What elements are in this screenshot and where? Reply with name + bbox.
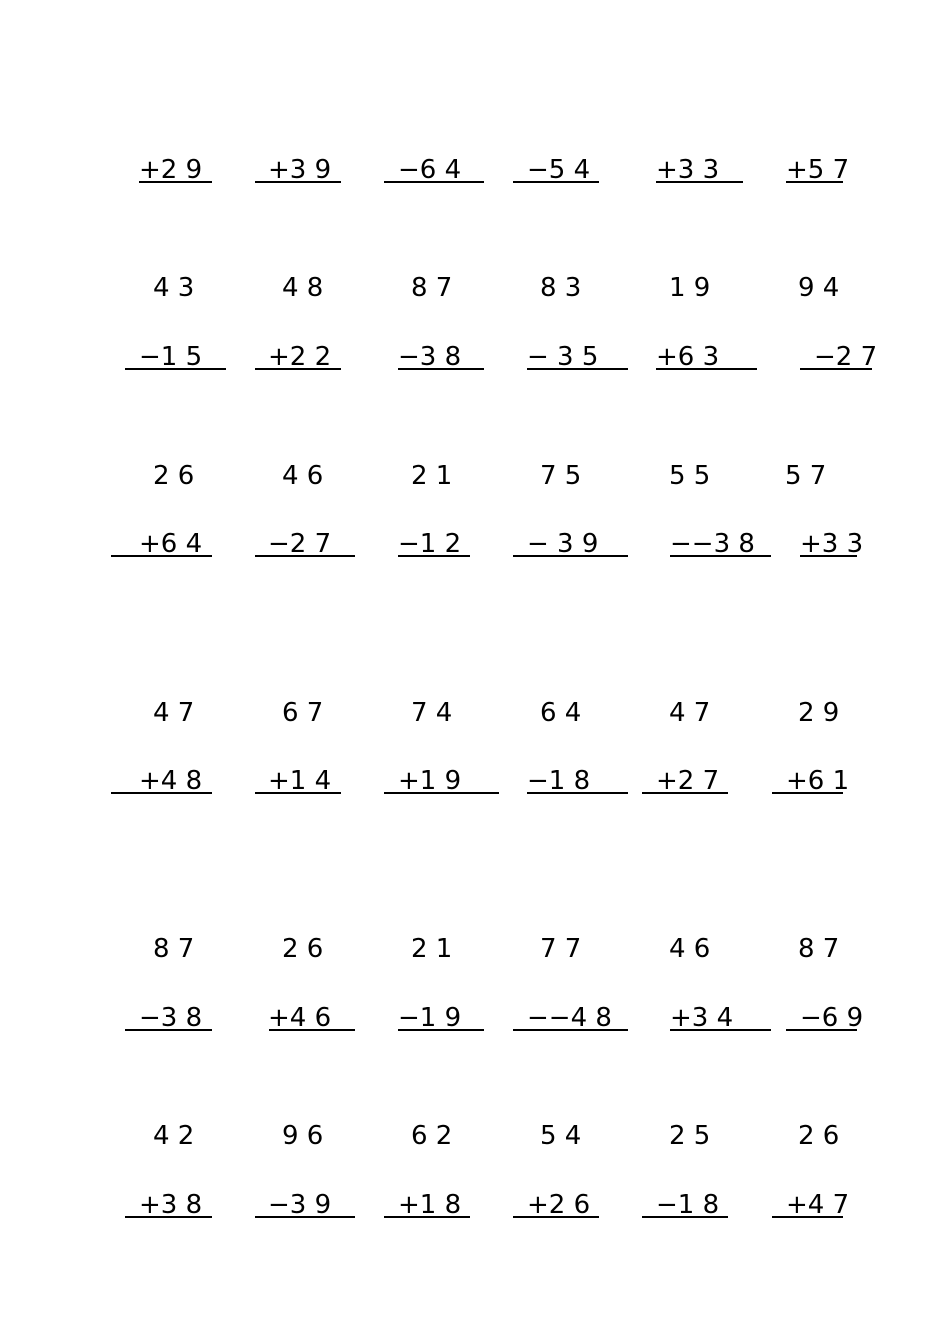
problem-r5-c4-bottom: −1 8 bbox=[656, 1190, 720, 1220]
problem-r5-c4-line bbox=[642, 1216, 728, 1218]
problem-r2-c4-top: 5 5 bbox=[669, 461, 711, 491]
problem-r0-c0-line bbox=[139, 181, 212, 183]
problem-r1-c3-top: 8 3 bbox=[540, 273, 582, 303]
problem-r3-c2-top: 7 4 bbox=[411, 698, 453, 728]
problem-r3-c0-bottom: +4 8 bbox=[139, 766, 203, 796]
problem-r2-c0-line bbox=[111, 555, 212, 557]
problem-r4-c5-top: 8 7 bbox=[798, 934, 840, 964]
problem-r1-c4-top: 1 9 bbox=[669, 273, 711, 303]
problem-r2-c2-bottom: −1 2 bbox=[398, 529, 462, 559]
problem-r4-c5-bottom: −6 9 bbox=[800, 1003, 864, 1033]
problem-r3-c2-bottom: +1 9 bbox=[398, 766, 462, 796]
problem-r4-c4-top: 4 6 bbox=[669, 934, 711, 964]
problem-r4-c3-bottom: −−4 8 bbox=[527, 1003, 612, 1033]
problem-r3-c1-bottom: +1 4 bbox=[268, 766, 332, 796]
problem-r2-c0-bottom: +6 4 bbox=[139, 529, 203, 559]
problem-r4-c5-line bbox=[786, 1029, 857, 1031]
problem-r2-c1-bottom: −2 7 bbox=[268, 529, 332, 559]
problem-r1-c0-top: 4 3 bbox=[153, 273, 195, 303]
problem-r3-c3-bottom: −1 8 bbox=[527, 766, 591, 796]
problem-r3-c4-line bbox=[642, 792, 728, 794]
problem-r0-c4-bottom: +3 3 bbox=[656, 155, 720, 185]
problem-r0-c3-line bbox=[513, 181, 599, 183]
problem-r5-c0-line bbox=[125, 1216, 212, 1218]
problem-r1-c2-line bbox=[398, 368, 484, 370]
problem-r3-c1-line bbox=[255, 792, 341, 794]
problem-r2-c2-line bbox=[398, 555, 470, 557]
problem-r2-c1-line bbox=[255, 555, 355, 557]
problem-r1-c1-bottom: +2 2 bbox=[268, 342, 332, 372]
problem-r3-c4-top: 4 7 bbox=[669, 698, 711, 728]
problem-r4-c2-top: 2 1 bbox=[411, 934, 453, 964]
problem-r5-c4-top: 2 5 bbox=[669, 1121, 711, 1151]
problem-r3-c2-line bbox=[384, 792, 499, 794]
problem-r3-c3-line bbox=[527, 792, 628, 794]
problem-r4-c3-top: 7 7 bbox=[540, 934, 582, 964]
problem-r1-c5-line bbox=[800, 368, 872, 370]
problem-r4-c3-line bbox=[513, 1029, 628, 1031]
problem-r5-c0-top: 4 2 bbox=[153, 1121, 195, 1151]
problem-r0-c2-line bbox=[384, 181, 484, 183]
problem-r4-c1-bottom: +4 6 bbox=[268, 1003, 332, 1033]
problem-r0-c5-line bbox=[786, 181, 843, 183]
problem-r5-c3-top: 5 4 bbox=[540, 1121, 582, 1151]
problem-r2-c2-top: 2 1 bbox=[411, 461, 453, 491]
problem-r1-c0-bottom: −1 5 bbox=[139, 342, 203, 372]
problem-r5-c5-bottom: +4 7 bbox=[786, 1190, 850, 1220]
problem-r0-c5-bottom: +5 7 bbox=[786, 155, 850, 185]
problem-r5-c5-top: 2 6 bbox=[798, 1121, 840, 1151]
problem-r4-c2-bottom: −1 9 bbox=[398, 1003, 462, 1033]
problem-r1-c3-line bbox=[527, 368, 628, 370]
problem-r0-c1-bottom: +3 9 bbox=[268, 155, 332, 185]
problem-r1-c5-top: 9 4 bbox=[798, 273, 840, 303]
problem-r4-c4-bottom: +3 4 bbox=[670, 1003, 734, 1033]
problem-r1-c2-bottom: −3 8 bbox=[398, 342, 462, 372]
problem-r3-c3-top: 6 4 bbox=[540, 698, 582, 728]
problem-r3-c4-bottom: +2 7 bbox=[656, 766, 720, 796]
problem-r4-c0-top: 8 7 bbox=[153, 934, 195, 964]
problem-r2-c4-bottom: −−3 8 bbox=[670, 529, 755, 559]
problem-r1-c1-line bbox=[255, 368, 341, 370]
problem-r2-c3-bottom: − 3 9 bbox=[527, 529, 599, 559]
problem-r4-c1-top: 2 6 bbox=[282, 934, 324, 964]
problem-r1-c5-bottom: −2 7 bbox=[814, 342, 878, 372]
problem-r5-c0-bottom: +3 8 bbox=[139, 1190, 203, 1220]
problem-r0-c4-line bbox=[656, 181, 743, 183]
problem-r4-c2-line bbox=[398, 1029, 484, 1031]
problem-r0-c3-bottom: −5 4 bbox=[527, 155, 591, 185]
problem-r2-c5-line bbox=[800, 555, 857, 557]
problem-r4-c0-line bbox=[125, 1029, 212, 1031]
problem-r0-c2-bottom: −6 4 bbox=[398, 155, 462, 185]
problem-r1-c4-line bbox=[656, 368, 757, 370]
problem-r3-c1-top: 6 7 bbox=[282, 698, 324, 728]
problem-r5-c3-line bbox=[513, 1216, 599, 1218]
problem-r4-c4-line bbox=[670, 1029, 771, 1031]
problem-r3-c0-top: 4 7 bbox=[153, 698, 195, 728]
problem-r0-c1-line bbox=[255, 181, 341, 183]
problem-r3-c5-top: 2 9 bbox=[798, 698, 840, 728]
problem-r1-c1-top: 4 8 bbox=[282, 273, 324, 303]
problem-r4-c0-bottom: −3 8 bbox=[139, 1003, 203, 1033]
problem-r1-c4-bottom: +6 3 bbox=[656, 342, 720, 372]
problem-r3-c0-line bbox=[111, 792, 212, 794]
problem-r5-c1-top: 9 6 bbox=[282, 1121, 324, 1151]
problem-r5-c1-bottom: −3 9 bbox=[268, 1190, 332, 1220]
problem-r5-c2-line bbox=[384, 1216, 470, 1218]
problem-r5-c5-line bbox=[772, 1216, 843, 1218]
problem-r2-c4-line bbox=[670, 555, 771, 557]
problem-r4-c1-line bbox=[269, 1029, 355, 1031]
problem-r0-c0-bottom: +2 9 bbox=[139, 155, 203, 185]
problem-r5-c2-top: 6 2 bbox=[411, 1121, 453, 1151]
problem-r5-c3-bottom: +2 6 bbox=[527, 1190, 591, 1220]
problem-r2-c3-top: 7 5 bbox=[540, 461, 582, 491]
problem-r1-c0-line bbox=[125, 368, 226, 370]
problem-r3-c5-bottom: +6 1 bbox=[786, 766, 850, 796]
problem-r3-c5-line bbox=[772, 792, 843, 794]
problem-r5-c2-bottom: +1 8 bbox=[398, 1190, 462, 1220]
problem-r5-c1-line bbox=[255, 1216, 355, 1218]
problem-r2-c5-top: 5 7 bbox=[785, 461, 827, 491]
problem-r2-c0-top: 2 6 bbox=[153, 461, 195, 491]
problem-r2-c1-top: 4 6 bbox=[282, 461, 324, 491]
problem-r1-c2-top: 8 7 bbox=[411, 273, 453, 303]
problem-r2-c3-line bbox=[513, 555, 628, 557]
problem-r2-c5-bottom: +3 3 bbox=[800, 529, 864, 559]
problem-r1-c3-bottom: − 3 5 bbox=[527, 342, 599, 372]
